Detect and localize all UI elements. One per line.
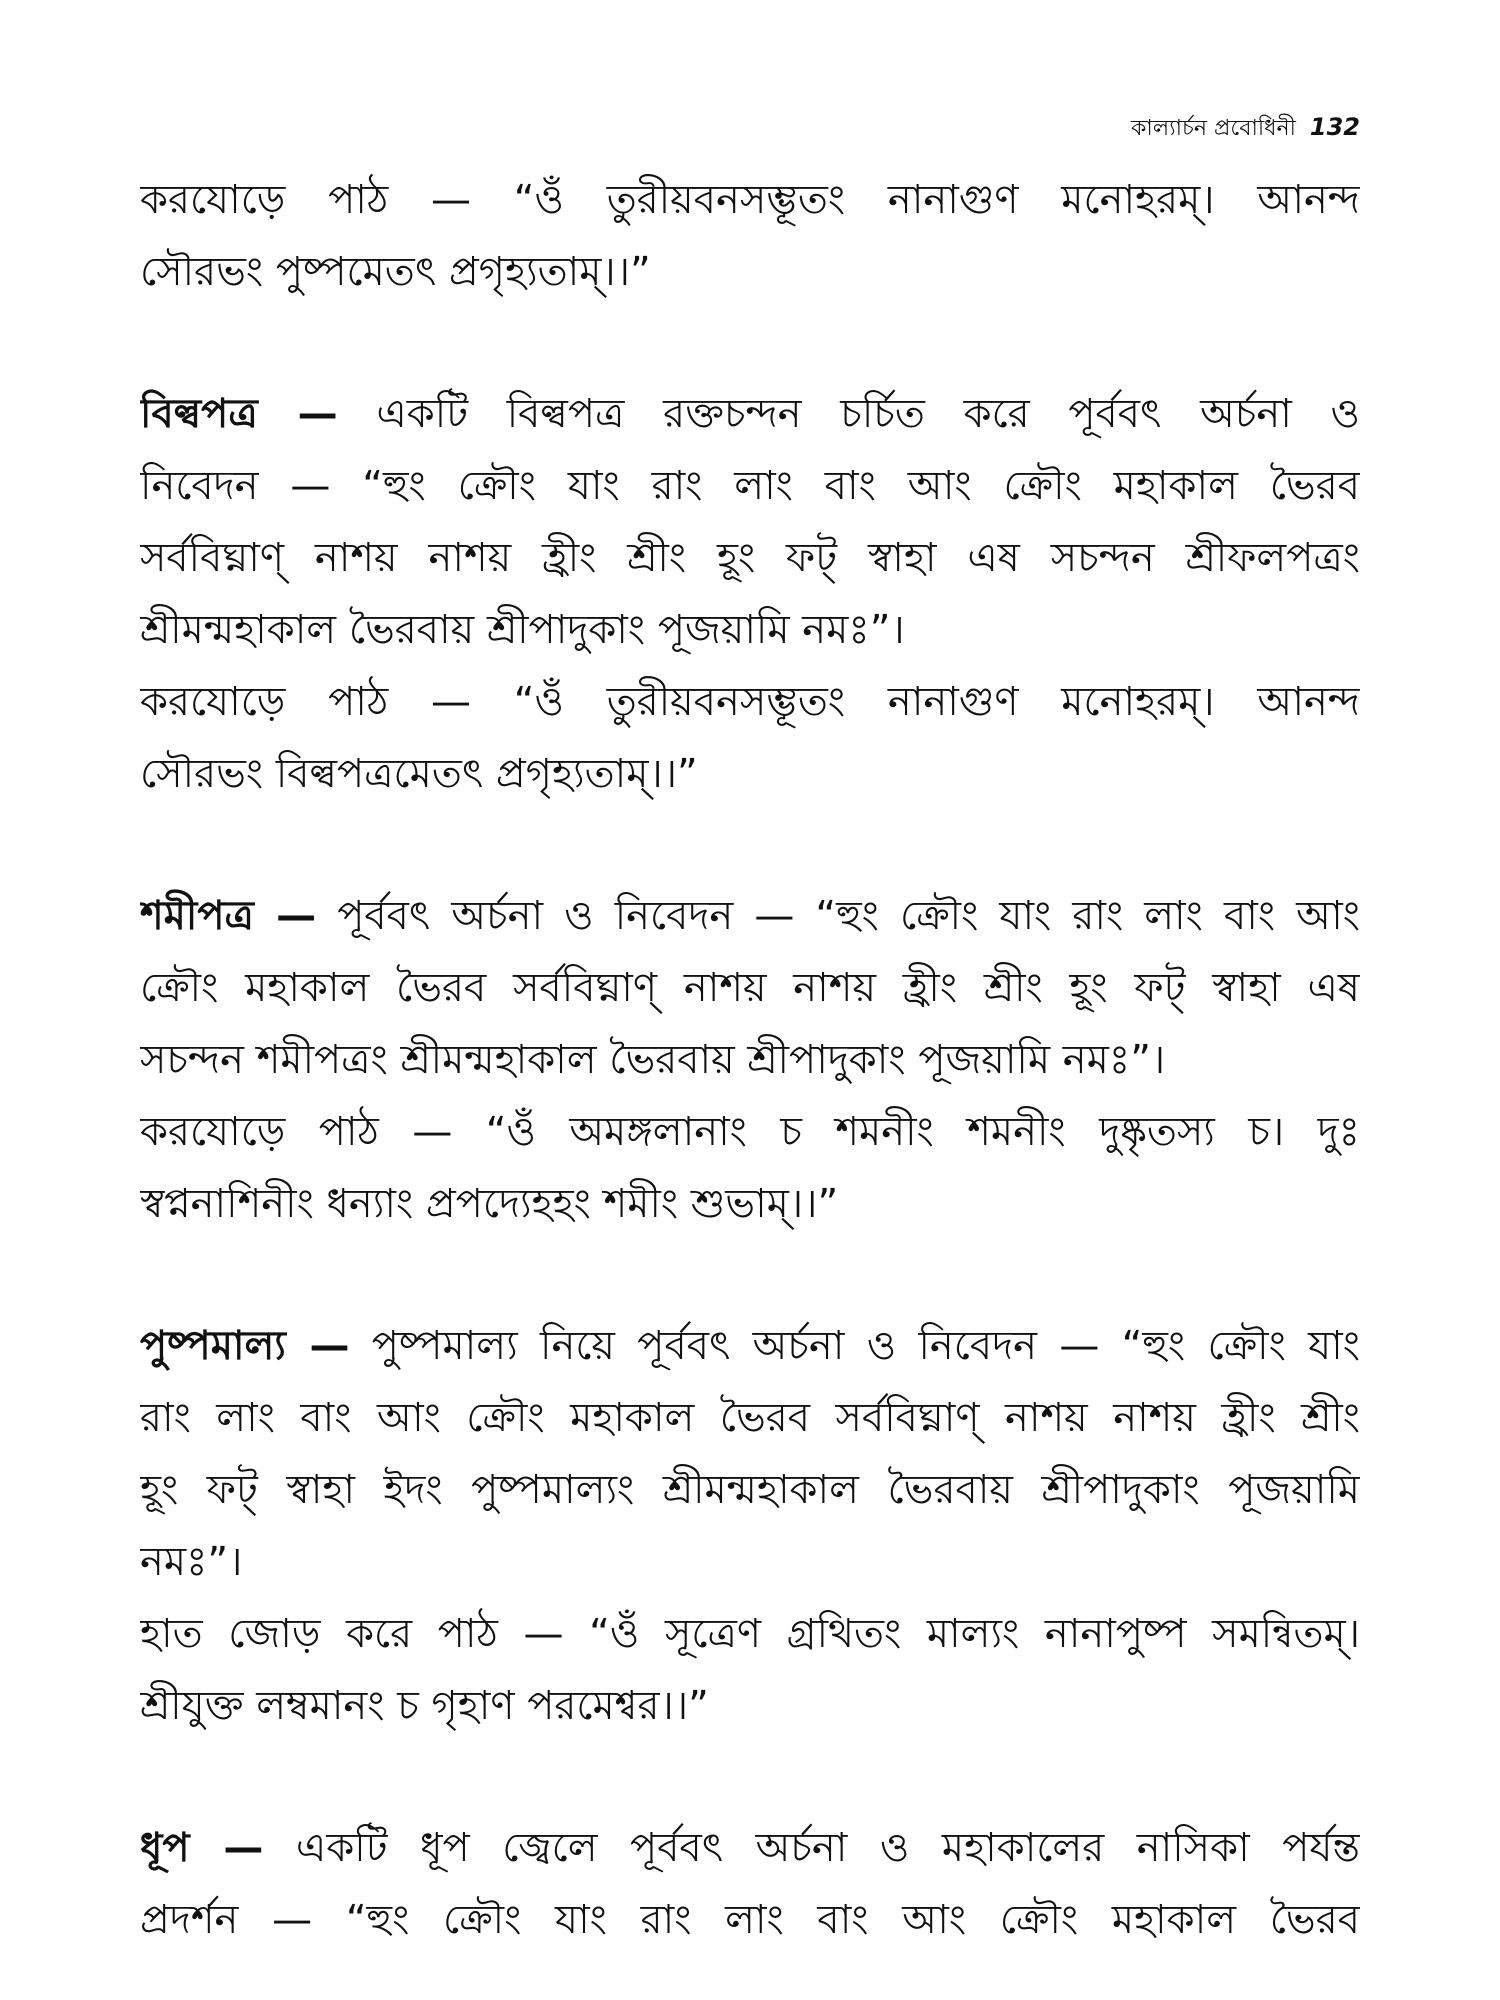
section-term: বিল্বপত্র —: [140, 391, 338, 437]
running-title: কাল্যার্চন প্রবোধিনী: [1131, 116, 1296, 141]
text-line: নিবেদন — “হুং ক্রৌং যাং রাং লাং বাং আং ক্রৌং মহাকাল ভৈরব: [140, 463, 1360, 509]
text-line: হাত জোড় করে পাঠ — “ওঁ সূত্রেণ গ্রথিতং মাল্যং নানাপুষ্প সমন্বিতম্।: [140, 1611, 1360, 1657]
text-line: নমঃ”।: [140, 1539, 243, 1585]
section-term: শমীপত্র —: [140, 893, 317, 939]
text-line: শ্রীমন্মহাকাল ভৈরবায় শ্রীপাদুকাং পূজয়ামি নমঃ”।: [140, 607, 905, 653]
text-line: সৌরভং বিল্বপত্রমেতৎ প্রগৃহ্যতাম্।।”: [140, 751, 698, 797]
text-line: শ্রীযুক্ত লম্বমানং চ গৃহাণ পরমেশ্বর।।”: [140, 1683, 709, 1729]
section-term: পুষ্পমাল্য —: [140, 1323, 350, 1369]
text-line: পূর্ববৎ অর্চনা ও নিবেদন — “হুং ক্রৌং যাং রাং লাং বাং আং: [316, 893, 1360, 939]
text-line: প্রদর্শন — “হুং ক্রৌং যাং রাং লাং বাং আং ক্রৌং মহাকাল ভৈরব: [140, 1897, 1360, 1943]
text-line: একটি ধূপ জ্বেলে পূর্ববৎ অর্চনা ও মহাকালের নাসিকা পর্যন্ত: [263, 1825, 1360, 1871]
text-line: স্বপ্ননাশিনীং ধন্যাং প্রপদ্যেহহং শমীং শুভাম্।।”: [140, 1181, 839, 1227]
incense-paragraph: [140, 1812, 1360, 1956]
flower-garland-paragraph: [140, 1310, 1360, 1742]
text-line: সর্ববিঘ্নাণ্ নাশয় নাশয় হ্রীং শ্রীং হূং ফট্ স্বাহা এষ সচন্দন শ্রীফলপত্রং: [140, 535, 1360, 581]
text-line: একটি বিল্বপত্র রক্তচন্দন চর্চিত করে পূর্ববৎ অর্চনা ও: [337, 391, 1360, 437]
text-line: রাং লাং বাং আং ক্রৌং মহাকাল ভৈরব সর্ববিঘ্নাণ্ নাশয় নাশয় হ্রীং শ্রীং: [140, 1395, 1360, 1441]
text-line: করযোড়ে পাঠ — “ওঁ তুরীয়বনসম্ভূতং নানাগুণ মনোহরম্। আনন্দ: [140, 679, 1360, 725]
shami-leaf-paragraph: [140, 880, 1360, 1240]
page-number: 132: [1309, 113, 1360, 141]
text-line: ক্রৌং মহাকাল ভৈরব সর্ববিঘ্নাণ্ নাশয় নাশয় হ্রীং শ্রীং হূং ফট্ স্বাহা এষ: [140, 965, 1360, 1011]
book-page: [140, 110, 1360, 1970]
bilva-leaf-paragraph: [140, 378, 1360, 810]
flower-recitation-paragraph: [140, 164, 1360, 308]
section-term: ধূপ —: [140, 1825, 264, 1871]
text-line: করযোড়ে পাঠ — “ওঁ অমঙ্গলানাং চ শমনীং শমনীং দুষ্কৃতস্য চ। দুঃ: [140, 1109, 1360, 1155]
text-line: সৌরভং পুষ্পমেতৎ প্রগৃহ্যতাম্।।”: [140, 249, 651, 295]
running-header: [140, 110, 1360, 144]
text-line: হূং ফট্ স্বাহা ইদং পুষ্পমাল্যং শ্রীমন্মহাকাল ভৈরবায় শ্রীপাদুকাং পূজয়ামি: [140, 1467, 1360, 1513]
text-line: করযোড়ে পাঠ — “ওঁ তুরীয়বনসম্ভূতং নানাগুণ মনোহরম্। আনন্দ: [140, 177, 1360, 223]
text-line: সচন্দন শমীপত্রং শ্রীমন্মহাকাল ভৈরবায় শ্রীপাদুকাং পূজয়ামি নমঃ”।: [140, 1037, 1166, 1083]
text-line: পুষ্পমাল্য নিয়ে পূর্ববৎ অর্চনা ও নিবেদন — “হুং ক্রৌং যাং: [349, 1323, 1360, 1369]
